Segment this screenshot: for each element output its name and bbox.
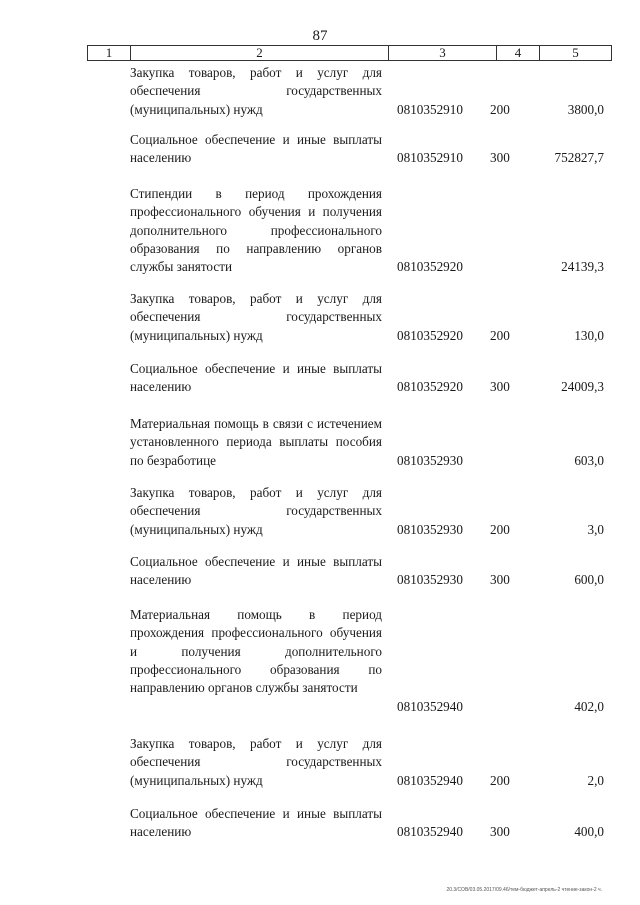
row-name: Закупка товаров, работ и услуг для обеспечения государственных (муниципальных) нужд xyxy=(130,736,382,788)
row-csr: 0810352930 xyxy=(397,452,463,468)
row-csr: 0810352940 xyxy=(397,698,463,714)
row-csr: 0810352910 xyxy=(397,101,463,117)
row-amount: 2,0 xyxy=(587,772,604,788)
row-amount: 600,0 xyxy=(574,572,604,588)
row-vr: 200 xyxy=(490,772,510,788)
row-name: Закупка товаров, работ и услуг для обеспечения государственных (муниципальных) нужд xyxy=(130,65,382,117)
row-csr: 0810352920 xyxy=(397,327,463,343)
row-amount: 24009,3 xyxy=(561,379,604,395)
row-vr: 300 xyxy=(490,150,510,166)
row-amount: 603,0 xyxy=(574,452,604,468)
row-name: Социальное обеспечение и иные выплаты населению xyxy=(130,132,382,166)
header-col-1: 1 xyxy=(88,46,131,60)
document-footer: 20.3/СОВ/03.05.2017/09.46/тем-бюджет-апрель-2 чтение-закон-2 ч. xyxy=(446,887,602,893)
header-col-2: 2 xyxy=(131,46,389,60)
row-name: Социальное обеспечение и иные выплаты населению xyxy=(130,554,382,588)
row-csr: 0810352930 xyxy=(397,572,463,588)
row-amount: 400,0 xyxy=(574,824,604,840)
row-name: Материальная помощь в период прохождения профессионального обучения и получения дополнительного профессионального образования по направлению органов службы занятости xyxy=(130,607,382,696)
row-amount: 3800,0 xyxy=(567,101,604,117)
row-vr: 200 xyxy=(490,521,510,537)
row-vr: 200 xyxy=(490,327,510,343)
row-csr: 0810352920 xyxy=(397,379,463,395)
row-name: Закупка товаров, работ и услуг для обеспечения государственных (муниципальных) нужд xyxy=(130,291,382,343)
row-csr: 0810352910 xyxy=(397,150,463,166)
row-name: Социальное обеспечение и иные выплаты населению xyxy=(130,361,382,395)
header-col-4: 4 xyxy=(497,46,540,60)
row-amount: 24139,3 xyxy=(561,259,604,275)
header-col-5: 5 xyxy=(572,45,579,60)
table-header xyxy=(87,45,612,61)
row-amount: 402,0 xyxy=(574,698,604,714)
row-name: Закупка товаров, работ и услуг для обеспечения государственных (муниципальных) нужд xyxy=(130,485,382,537)
row-csr: 0810352940 xyxy=(397,824,463,840)
row-vr: 300 xyxy=(490,572,510,588)
row-csr: 0810352920 xyxy=(397,259,463,275)
row-amount: 752827,7 xyxy=(554,150,604,166)
header-col-3: 3 xyxy=(389,46,497,60)
row-csr: 0810352930 xyxy=(397,521,463,537)
row-name: Социальное обеспечение и иные выплаты населению xyxy=(130,806,382,840)
row-amount: 130,0 xyxy=(574,327,604,343)
page-number: 87 xyxy=(312,28,328,44)
row-name: Материальная помощь в связи с истечением установленного периода выплаты пособия по безработице xyxy=(130,416,382,468)
row-vr: 300 xyxy=(490,379,510,395)
row-vr: 300 xyxy=(490,824,510,840)
row-vr: 200 xyxy=(490,101,510,117)
row-amount: 3,0 xyxy=(587,521,604,537)
row-name: Стипендии в период прохождения профессионального обучения и получения дополнительного профессионального образования по направлению органов службы занятости xyxy=(130,186,382,275)
row-csr: 0810352940 xyxy=(397,772,463,788)
